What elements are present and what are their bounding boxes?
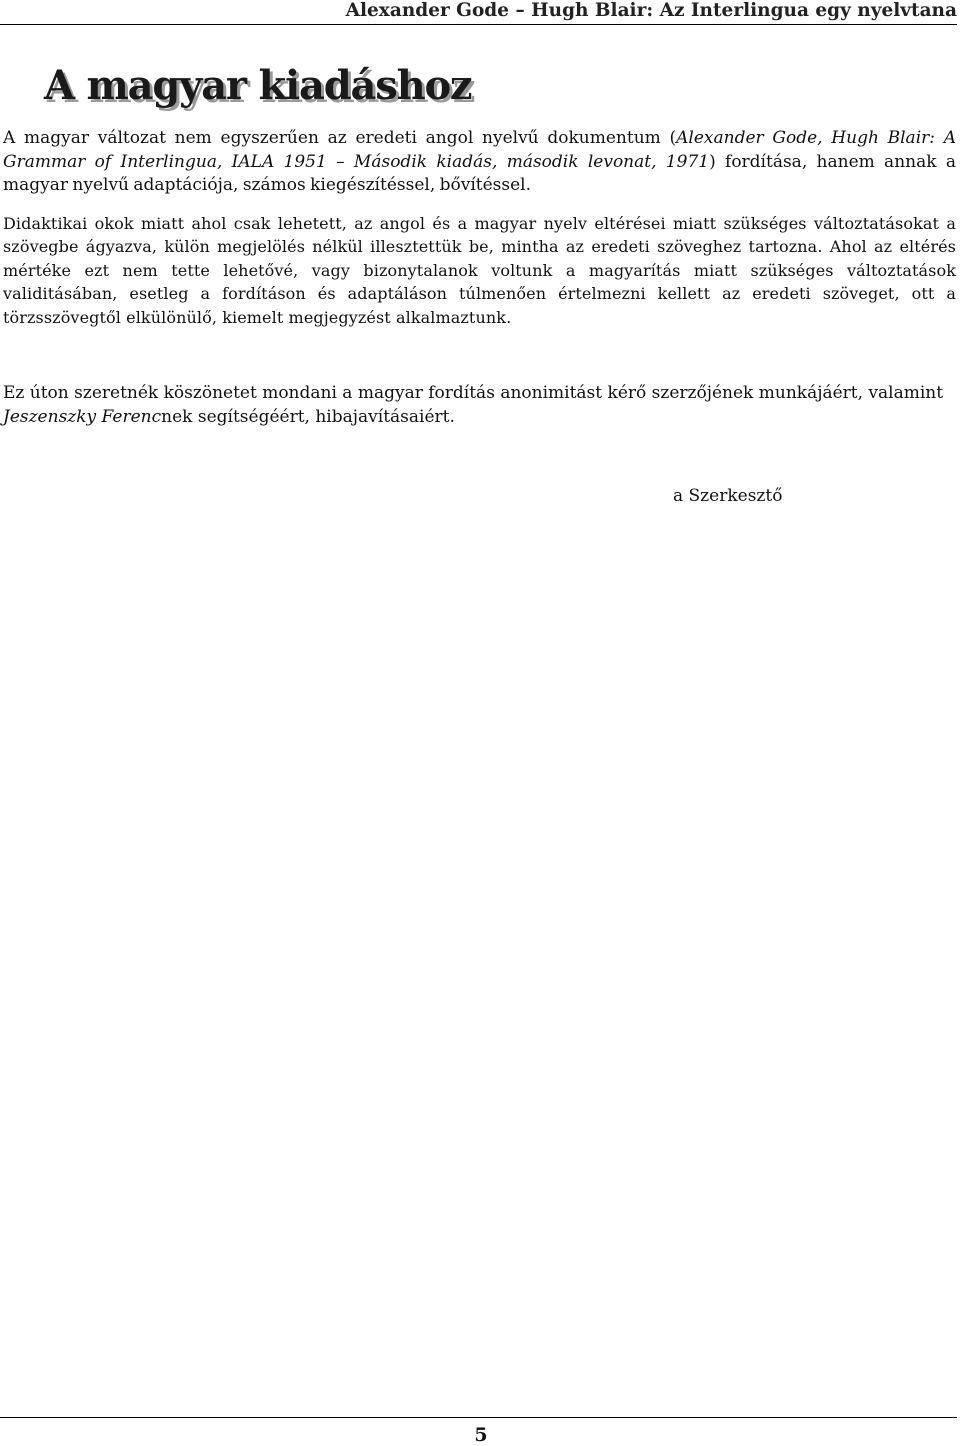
chapter-title: A magyar kiadáshoz <box>44 62 472 109</box>
page-number: 5 <box>474 1424 488 1446</box>
footer-divider <box>0 1417 957 1418</box>
acknowledged-person-name: Jeszenszky Ferenc <box>3 406 162 427</box>
intro-text-start: A magyar változat nem egyszerűen az eredeti angol nyelvű dokumentum ( <box>3 128 677 148</box>
acknowledgement-paragraph <box>3 382 956 429</box>
intro-text-end: ) fordítása, hanem annak a magyar nyelvű adaptációja, számos kiegészítéssel, bővítéssel. <box>3 151 956 195</box>
didactic-paragraph: Didaktikai okok miatt ahol csak lehetett, az angol és a magyar nyelv eltérései miatt szükséges változtatásokat a szövegbe ágyazva, külön megjelölés nélkül illesztettük be, mintha az eredeti szöveghez tartozna. Ahol az eltérés mértéke ezt nem tette lehetővé, vagy bizonytalanok voltunk a magyarítás miatt szükséges változtatások validitásában, esetleg a fordításon és adaptáláson túlmenően értelmezni kellett az eredeti szöveget, ott a törzsszövegtől elkülönülő, kiemelt megjegyzést alkalmaztunk. <box>3 214 956 327</box>
source-citation: Alexander Gode, Hugh Blair: A Grammar of Interlingua, IALA 1951 – Második kiadás, második levonat, 1971 <box>3 128 957 172</box>
acknowledgement-text-end: nek segítségéért, hibajavításaiért. <box>161 406 455 427</box>
acknowledgement-text-start: Ez úton szeretnék köszönetet mondani a magyar fordítás anonimitást kérő szerzőjének munkájáért, valamint <box>3 383 944 403</box>
running-header: Alexander Gode – Hugh Blair: Az Interlingua egy nyelvtana <box>0 0 957 25</box>
intro-paragraph <box>3 127 956 198</box>
editor-signature: a Szerkesztő <box>673 486 783 506</box>
